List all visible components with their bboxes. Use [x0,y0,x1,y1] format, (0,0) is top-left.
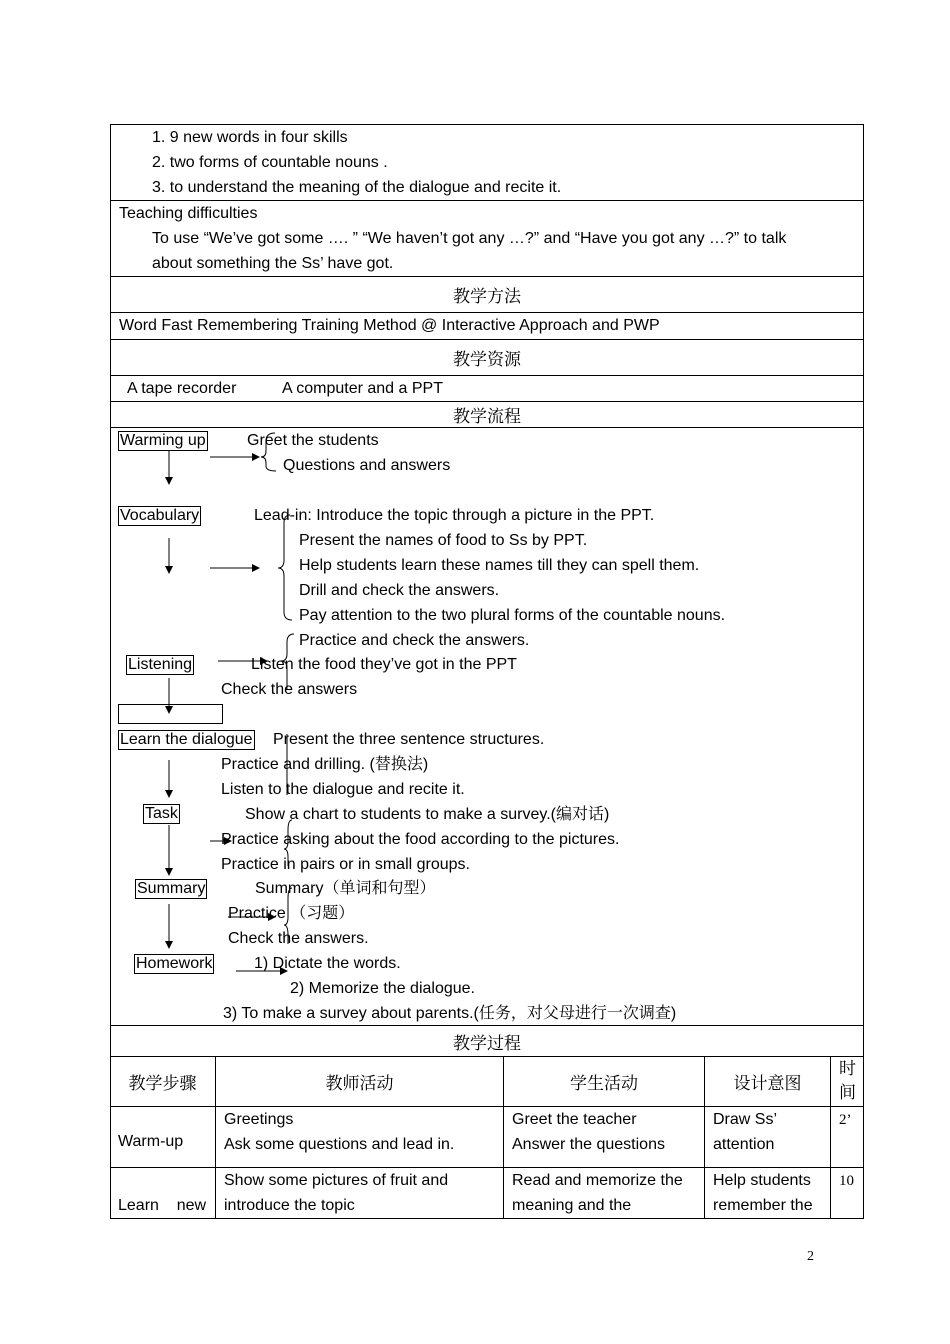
page-number: 2 [807,1249,814,1264]
resource-item: A tape recorder [127,380,237,397]
header-step: 教学步骤 [128,1074,197,1094]
flow-line: Pay attention to the two plural forms of the countable nouns. [299,607,726,624]
difficulties-line: about something the Ss’ have got. [152,255,394,272]
step-homework: Homework [136,955,213,972]
flow-line: Summary（单词和句型） [255,880,436,897]
header-intent: 设计意图 [733,1074,802,1094]
flow-line: Practice in pairs or in small groups. [221,856,470,873]
row-student: Answer the questions [512,1136,665,1153]
header-teacher: 教师活动 [325,1074,394,1094]
flow-line: Listen the food they’ve got in the PPT [251,656,517,673]
flow-line: Practice and drilling. (替换法) [221,756,429,773]
difficulties-line: To use “We’ve got some …. ” “We haven’t got any …?” and “Have you got any …?” to talk [152,230,787,247]
flow-line: Listen to the dialogue and recite it. [221,781,465,798]
step-learn-dialogue: Learn the dialogue [120,731,253,748]
methods-text: Word Fast Remembering Training Method @ Interactive Approach and PWP [119,317,660,334]
row-intent: remember the [713,1197,813,1214]
header-time-2: 间 [839,1083,856,1103]
row-step: Warm-up [118,1133,184,1150]
step-listening: Listening [128,656,193,673]
row-time: 10 [839,1173,854,1189]
methods-heading: 教学方法 [453,287,521,307]
process-heading: 教学过程 [453,1033,521,1054]
flow-line: Greet the students [247,432,379,449]
key-point: 3. to understand the meaning of the dialogue and recite it. [152,179,562,196]
header-student: 学生活动 [570,1074,638,1094]
step-vocabulary: Vocabulary [120,507,200,524]
flow-line: Questions and answers [283,457,451,474]
header-time-1: 时 [839,1059,856,1079]
step-task: Task [145,805,178,822]
row-student: meaning and the [512,1197,632,1214]
flow-line: Show a chart to students to make a survey.(编对话) [245,806,610,823]
resources-heading: 教学资源 [453,350,521,370]
flow-line: Check the answers. [228,930,369,947]
row-teacher: Show some pictures of fruit and [224,1172,449,1189]
key-point: 2. two forms of countable nouns . [152,154,388,171]
row-student: Read and memorize the [512,1172,683,1189]
key-point: 1. 9 new words in four skills [152,129,348,146]
row-student: Greet the teacher [512,1111,637,1128]
difficulties-heading: Teaching difficulties [119,205,258,222]
row-step: Learn new [118,1197,207,1214]
flow-line: Present the three sentence structures. [273,731,545,748]
row-intent: attention [713,1136,775,1153]
flow-line: 2) Memorize the dialogue. [290,980,475,997]
flow-line: Lead-in: Introduce the topic through a picture in the PPT. [254,507,655,524]
step-summary: Summary [137,880,206,897]
row-intent: Draw Ss’ [713,1111,778,1128]
flow-line: Practice asking about the food according to the pictures. [221,831,620,848]
row-time: 2’ [839,1112,852,1128]
flow-heading: 教学流程 [453,407,521,427]
flow-line: 1) Dictate the words. [254,955,401,972]
flow-line: Practice and check the answers. [299,632,530,649]
flow-line: 3) To make a survey about parents.(任务，对父母进行一次调查) [223,1005,677,1022]
step-warming-up: Warming up [120,432,206,449]
resource-item: A computer and a PPT [282,380,443,397]
row-teacher: Ask some questions and lead in. [224,1136,455,1153]
flow-line: Present the names of food to Ss by PPT. [299,532,588,549]
row-intent: Help students [713,1172,811,1189]
row-teacher: introduce the topic [224,1197,355,1214]
row-teacher: Greetings [224,1111,294,1128]
flow-line: Check the answers [221,681,358,698]
flow-line: Drill and check the answers. [299,582,500,599]
flow-line: Practice （习题） [228,905,355,922]
flow-line: Help students learn these names till they can spell them. [299,557,700,574]
